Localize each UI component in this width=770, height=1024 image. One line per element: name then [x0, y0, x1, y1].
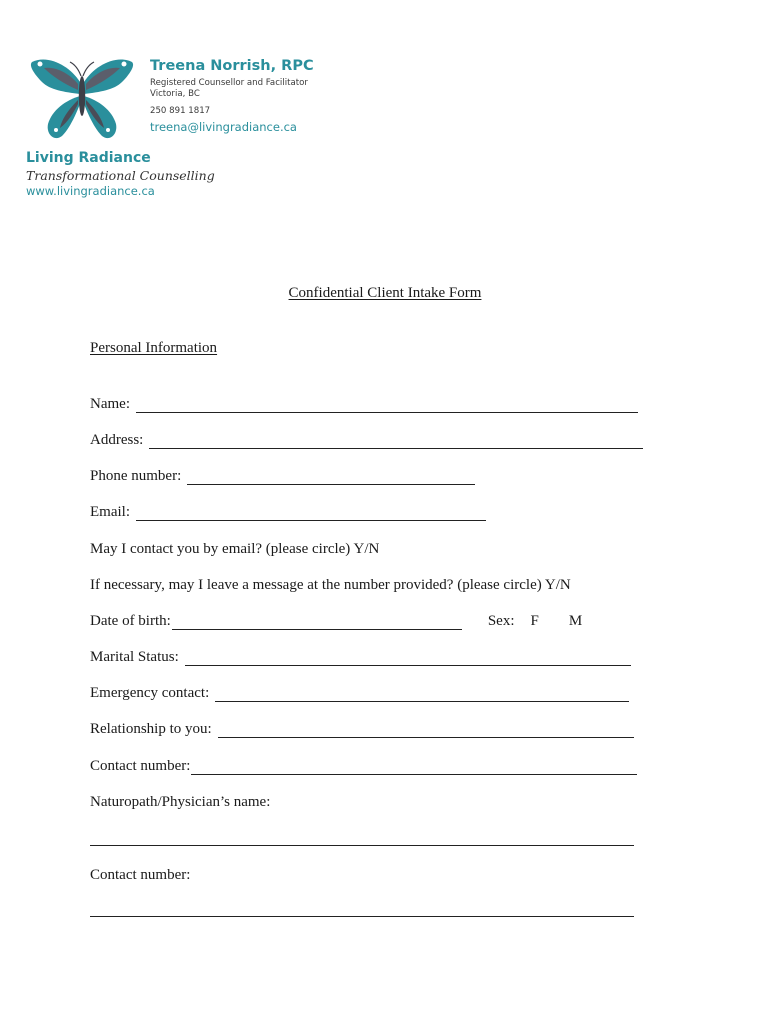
- leave-message-question[interactable]: If necessary, may I leave a message at the number provided? (please circle) Y/N: [90, 577, 571, 593]
- sex-label: Sex:: [487, 613, 515, 629]
- physician-field[interactable]: [90, 845, 634, 846]
- address-field[interactable]: [149, 434, 643, 449]
- sex-option-m[interactable]: M: [568, 613, 583, 629]
- address-label: Address:: [90, 432, 144, 448]
- marital-row: [90, 646, 631, 666]
- contact-number-2-row: [90, 864, 190, 884]
- physician-row: [90, 791, 270, 811]
- email-field[interactable]: [136, 506, 486, 521]
- name-field[interactable]: [136, 398, 638, 413]
- counsellor-location: Victoria, BC: [150, 89, 200, 99]
- counsellor-phone: 250 891 1817: [150, 106, 211, 116]
- form-title: Confidential Client Intake Form: [288, 285, 482, 301]
- counsellor-email: treena@livingradiance.ca: [150, 120, 297, 134]
- brand-name: Living Radiance: [26, 150, 151, 166]
- email-contact-question[interactable]: May I contact you by email? (please circle) Y/N: [90, 541, 380, 557]
- relationship-row: [90, 718, 634, 738]
- emergency-row: [90, 682, 629, 702]
- brand-tagline: Transformational Counselling: [26, 168, 215, 183]
- dob-field[interactable]: [172, 615, 462, 630]
- counsellor-name: Treena Norrish, RPC: [150, 58, 314, 74]
- marital-label: Marital Status:: [90, 649, 179, 665]
- contact-number-label: Contact number:: [90, 758, 191, 774]
- email-label: Email:: [90, 504, 130, 520]
- butterfly-icon: [26, 52, 138, 148]
- phone-field[interactable]: [187, 470, 475, 485]
- dob-label: Date of birth:: [90, 613, 171, 629]
- phone-label: Phone number:: [90, 468, 182, 484]
- contact-number-2-label: Contact number:: [90, 867, 191, 883]
- sex-option-f[interactable]: F: [530, 613, 539, 629]
- relationship-label: Relationship to you:: [90, 721, 212, 737]
- emergency-field[interactable]: [215, 687, 629, 702]
- email-contact-row: [90, 538, 379, 558]
- emergency-label: Emergency contact:: [90, 685, 210, 701]
- counsellor-role: Registered Counsellor and Facilitator: [150, 78, 308, 88]
- dob-row: [90, 610, 582, 630]
- section-heading: Personal Information: [90, 340, 218, 356]
- butterfly-logo: [26, 52, 138, 148]
- contact-number-row: [90, 755, 637, 775]
- email-row: [90, 501, 486, 521]
- contact-number-2-field[interactable]: [90, 916, 634, 917]
- physician-label: Naturopath/Physician’s name:: [90, 794, 271, 810]
- relationship-field[interactable]: [218, 723, 634, 738]
- contact-number-field[interactable]: [191, 760, 637, 775]
- leave-message-row: [90, 574, 571, 594]
- brand-website: www.livingradiance.ca: [26, 184, 155, 198]
- name-row: [90, 393, 638, 413]
- name-label: Name:: [90, 396, 130, 412]
- address-row: [90, 429, 643, 449]
- phone-row: [90, 465, 475, 485]
- marital-field[interactable]: [185, 651, 631, 666]
